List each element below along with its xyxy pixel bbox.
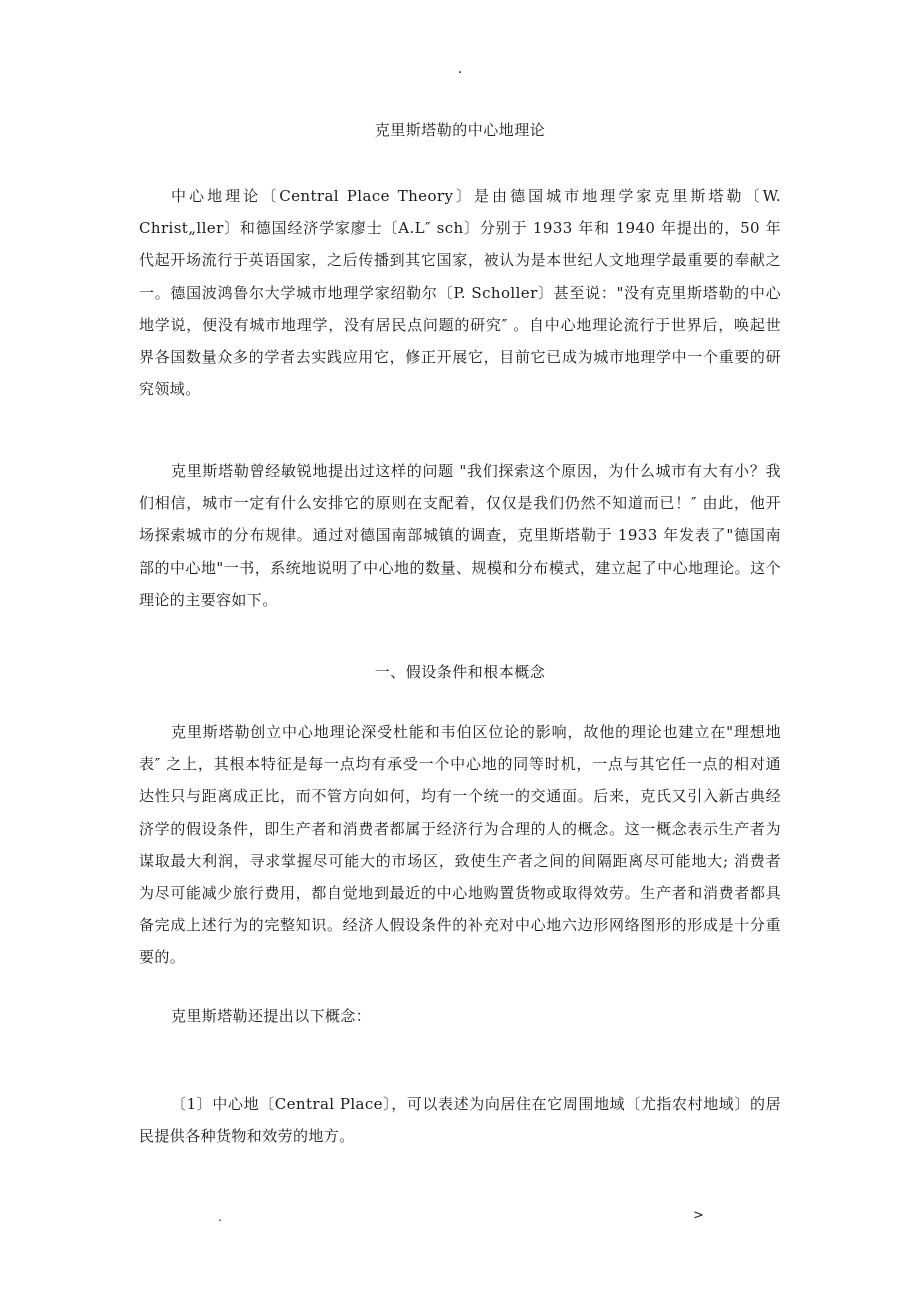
paragraph-origin: 克里斯塔勒曾经敏锐地提出过这样的问题 "我们探索这个原因，为什么城市有大有小？我们相信，城市一定有什么安排它的原则在支配着，仅仅是我们仍然不知道而已！″ 由此，他开场探索城市的分布规律。通过对德国南部城镇的调查，克里斯塔勒于 1933 年发表了"德国南部的中心地"一书，系统地说明了中心地的数量、规模和分布模式，建立起了中心地理论。这个理论的主要容如下。 — [139, 462, 781, 609]
paragraph-assumptions: 克里斯塔勒创立中心地理论深受杜能和韦伯区位论的影响，故他的理论也建立在"理想地表″ 之上，其根本特征是每一点均有承受一个中心地的同等时机，一点与其它任一点的相对通达性只与距离成正比，而不管方向如何，均有一个统一的交通面。后来，克氏又引入新古典经济学的假设条件，即生产者和消费者都属于经济行为合理的人的概念。这一概念表示生产者为谋取最大利润，寻求掌握尽可能大的市场区，致使生产者之间的间隔距离尽可能地大; 消费者为尽可能减少旅行费用，都自觉地到最近的中心地购置货物或取得效劳。生产者和消费者都具备完成上述行为的完整知识。经济人假设条件的补充对中心地六边形网络图形的形成是十分重要的。 — [139, 723, 781, 967]
paragraph-concepts-intro: 克里斯塔勒还提出以下概念： — [171, 1007, 372, 1025]
footer-left-mark: . — [218, 1210, 222, 1224]
section-heading: 一、假设条件和根本概念 — [374, 663, 546, 681]
paragraph-central-place-definition: 〔1〕中心地〔Central Place〕，可以表述为向居住在它周围地域〔尤指农村地域〕的居民提供各种货物和效劳的地方。 — [139, 1095, 781, 1146]
paragraph-intro: 中心地理论〔Central Place Theory〕是由德国城市地理学家克里斯塔勒〔W. Christ„ller〕和德国经济学家廖士〔A.L″ sch〕分别于 1933 年和 1940 年提出的，50 年代起开场流行于英语国家，之后传播到其它国家，被认为是本世纪人文地理学最重要的奉献之一。德国波鸿鲁尔大学城市地理学家绍勒尔〔P. Scholler〕甚至说："没有克里斯塔勒的中心地学说，便没有城市地理学，没有居民点问题的研究″ 。自中心地理论流行于世界后，唤起世界各国数量众多的学者去实践应用它，修正开展它，目前它已成为城市地理学中一个重要的研究领域。 — [139, 187, 781, 399]
document-title: 克里斯塔勒的中心地理论 — [374, 121, 546, 139]
header-mark: . — [457, 61, 463, 77]
footer-right-mark: > — [693, 1208, 704, 1223]
